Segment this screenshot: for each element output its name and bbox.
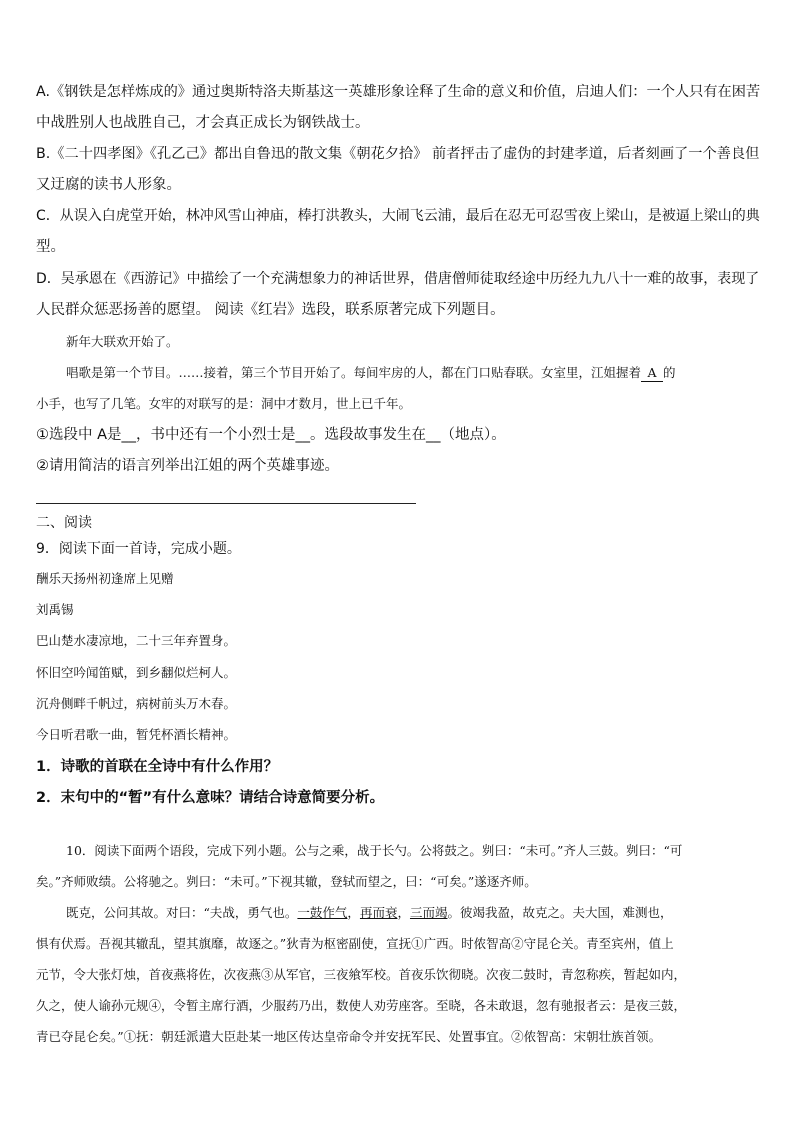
underlined-phrase-3: 三而竭 [409, 905, 448, 920]
sub-question-1: ①选段中 A是__，书中还有一个小烈士是__。选段故事发生在__（地点）。 [36, 427, 506, 443]
q10-line3-end: 。彼竭我盈，故克之。夫大国，难测也， [447, 905, 673, 920]
question-10-line3 [66, 904, 673, 922]
sub-question-2: ②请用简洁的语言列举出江姐的两个英雄事迹。 [36, 458, 339, 474]
excerpt-text-after-blank: 的 [663, 365, 676, 380]
option-b-line2: 又迂腐的读书人形象。 [36, 177, 181, 193]
question-9-stem: 9．阅读下面一首诗，完成小题。 [36, 541, 241, 557]
underlined-phrase-2: 再而衰 [359, 905, 398, 920]
question-10-line5: 元节，令大张灯烛，首夜燕将佐，次夜燕③从军官，三夜飨军校。首夜乐饮彻晓。次夜二鼓时，青忽称疾，暂起如内， [36, 967, 687, 982]
option-d-line2: 人民群众惩恶扬善的愿望。 阅读《红岩》选段，联系原著完成下列题目。 [36, 302, 505, 318]
q10-line3-comma-1: ， [347, 905, 360, 920]
excerpt-blank-a: A [641, 365, 663, 382]
question-9-1: 1．诗歌的首联在全诗中有什么作用？ [36, 759, 279, 775]
poem-author: 刘禹锡 [36, 602, 74, 617]
option-a-line2: 中战胜别人也战胜自己，才会真正成长为钢铁战士。 [36, 115, 370, 131]
option-b-line1: B.《二十四孝图》《孔乙己》都出自鲁迅的散文集《朝花夕拾》 前者抨击了虚伪的封建孝道，后者刻画了一个善良但 [36, 146, 760, 162]
question-10-line1: 10．阅读下面两个语段，完成下列小题。公与之乘，战于长勺。公将鼓之。刿曰：“未可。”齐人三鼓。刿曰：“可 [66, 843, 683, 858]
answer-line [36, 503, 416, 504]
poem-line-3: 沉舟侧畔千帆过，病树前头万木春。 [36, 696, 237, 711]
excerpt-text-before-blank: 唱歌是第一个节目。……接着，第三个节目开始了。每间牢房的人，都在门口贴春联。女室里，江姐握着 [66, 365, 642, 380]
poem-title: 酬乐天扬州初逢席上见赠 [36, 571, 174, 586]
option-c-line1: C．从误入白虎堂开始，林冲风雪山神庙，棒打洪教头，大闹飞云浦，最后在忍无可忍雪夜上梁山，是被逼上梁山的典 [36, 208, 760, 224]
option-d-line1: D．吴承恩在《西游记》中描绘了一个充满想象力的神话世界，借唐僧师徒取经途中历经九九八十一难的故事，表现了 [36, 271, 760, 287]
excerpt-paragraph-1: 新年大联欢开始了。 [66, 334, 179, 349]
question-9-2: 2．末句中的“暂”有什么意味？请结合诗意简要分析。 [36, 790, 385, 806]
question-10-line6: 久之，使人谕孙元规④，令暂主席行酒，少服药乃出，数使人劝劳座客。至晓，各未敢退，忽有驰报者云：是夜三鼓， [36, 998, 687, 1013]
poem-line-2: 怀旧空吟闻笛赋，到乡翻似烂柯人。 [36, 665, 237, 680]
excerpt-paragraph-3: 小手，也写了几笔。女牢的对联写的是：洞中才数月，世上已千年。 [36, 396, 412, 411]
question-10-line4: 惧有伏焉。吾视其辙乱，望其旗靡，故逐之。”狄青为枢密副使，宣抚①广西。时侬智高②守昆仑关。青至宾州，值上 [36, 936, 674, 951]
option-c-line2: 型。 [36, 239, 65, 255]
poem-line-1: 巴山楚水凄凉地，二十三年弃置身。 [36, 633, 237, 648]
question-10-line2: 矣。”齐师败绩。公将驰之。刿曰：“未可。”下视其辙，登轼而望之，曰：“可矣。”遂逐齐师。 [36, 874, 537, 889]
underlined-phrase-1: 一鼓作气 [297, 905, 348, 920]
option-a-line1: A.《钢铁是怎样炼成的》通过奥斯特洛夫斯基这一英雄形象诠释了生命的意义和价值，启迪人们：一个人只有在困苦 [36, 84, 761, 100]
excerpt-paragraph-2 [66, 364, 676, 382]
section-title: 二、阅读 [36, 515, 92, 531]
q10-line3-start: 既克，公问其故。对曰：“夫战，勇气也。 [66, 905, 298, 920]
q10-line3-comma-2: ， [397, 905, 410, 920]
question-10-line7: 青已夺昆仑矣。”①抚：朝廷派遣大臣赴某一地区传达皇帝命令并安抚军民、处置事宜。②侬智高：宋朝壮族首领。 [36, 1029, 662, 1044]
poem-line-4: 今日听君歌一曲，暂凭杯酒长精神。 [36, 727, 237, 742]
